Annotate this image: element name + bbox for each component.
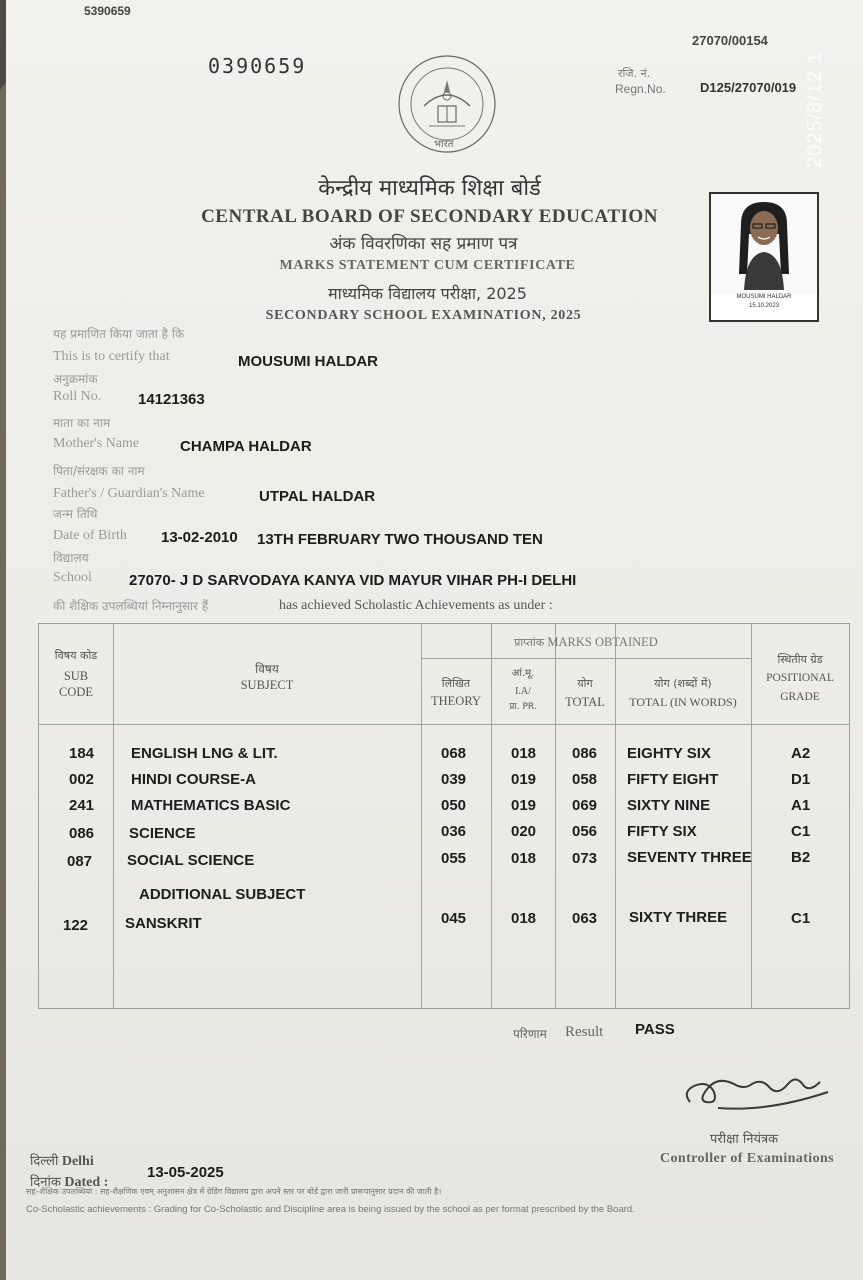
result-label-en: Result	[565, 1024, 604, 1040]
row6-total: 063	[572, 910, 598, 927]
row3-subject: MATHEMATICS BASIC	[131, 797, 291, 814]
mother-label-en: Mother's Name	[53, 436, 140, 451]
exam-title-en: SECONDARY SCHOOL EXAMINATION, 2025	[265, 308, 582, 323]
row1-total: 086	[572, 745, 598, 762]
row4-total: 056	[572, 823, 598, 840]
school-label-hi: विद्यालय	[53, 551, 89, 565]
row6-words: SIXTY THREE	[629, 909, 728, 926]
row3-code: 241	[69, 797, 95, 814]
board-name-en: CENTRAL BOARD OF SECONDARY EDUCATION	[201, 206, 658, 227]
row5-ia: 018	[511, 850, 537, 867]
th-marks	[421, 635, 751, 650]
school-label-en: School	[53, 570, 92, 585]
result-value: PASS	[635, 1021, 675, 1038]
row1-words: EIGHTY SIX	[627, 745, 711, 762]
dob-label-en: Date of Birth	[53, 528, 127, 543]
doc-title-en: MARKS STATEMENT CUM CERTIFICATE	[279, 258, 576, 273]
photo-caption-name: MOUSUMI HALDAR	[736, 294, 792, 300]
row2-subject: HINDI COURSE-A	[131, 771, 257, 788]
row2-words: FIFTY EIGHT	[627, 771, 719, 788]
th-marks-hi: प्राप्तांक	[514, 636, 545, 649]
row4-code: 086	[69, 825, 95, 842]
exam-title-hi: माध्यमिक विद्यालय परीक्षा, 2025	[328, 284, 527, 303]
photo-caption-date: 15.10.2023	[748, 303, 780, 309]
seal-text: भारत	[434, 139, 454, 150]
th-code-hi: विषय कोड	[54, 649, 98, 662]
certify-label-en: This is to certify that	[53, 349, 170, 364]
th-marks-en: MARKS OBTAINED	[547, 635, 658, 649]
achievement-en: has achieved Scholastic Achievements as under :	[279, 598, 553, 613]
father-label-en: Father's / Guardian's Name	[53, 486, 205, 501]
th-grade-hi: स्थितीय ग्रेड	[777, 653, 823, 666]
row2-theory: 039	[441, 771, 467, 788]
controller-signature	[678, 1062, 838, 1118]
footnote-hi: सह–शैक्षिक उपलब्धियां : सह-शैक्षणिक एवम् अनुशासन क्षेत्र में ग्रेडिंग विद्यालय द्वारा अपने स्तर पर बोर्ड द्वारा जारी प्रारूपानुसार प्रदान की जाती है।	[26, 1187, 442, 1196]
th-code-en1: SUB	[63, 669, 89, 683]
th-total-hi: योग	[577, 677, 593, 690]
row5-total: 073	[572, 850, 598, 867]
row3-grade: A1	[791, 797, 811, 814]
roll-label-en: Roll No.	[53, 389, 102, 404]
row6-subject: SANSKRIT	[125, 915, 202, 932]
dated-en: Dated :	[64, 1175, 109, 1190]
doc-title-hi: अंक विवरणिका सह प्रमाण पत्र	[329, 234, 518, 254]
th-ia-en1: I.A/	[515, 686, 531, 697]
row4-theory: 036	[441, 823, 467, 840]
school-name: 27070- J D SARVODAYA KANYA VID MAYUR VIHAR PH-I DELHI	[129, 572, 577, 589]
board-name-hi: केन्द्रीय माध्यमिक शिक्षा बोर्ड	[318, 176, 541, 201]
father-label-hi: पिता/संरक्षक का नाम	[53, 464, 145, 478]
mother-name: CHAMPA HALDAR	[180, 438, 312, 455]
row5-grade: B2	[791, 849, 811, 866]
th-ia-hi: आं.मू.	[511, 668, 535, 679]
th-subject-hi: विषय	[255, 662, 279, 676]
th-grade-en2: GRADE	[780, 691, 820, 703]
dated-value: 13-05-2025	[147, 1164, 224, 1181]
th-code-en2: CODE	[58, 685, 94, 699]
row6-theory: 045	[441, 910, 467, 927]
timestamp-watermark: 2025/8/12 1	[804, 51, 826, 168]
place	[30, 1151, 94, 1170]
th-theory-en: THEORY	[431, 694, 481, 708]
row3-theory: 050	[441, 797, 467, 814]
row1-subject: ENGLISH LNG & LIT.	[131, 745, 278, 762]
serial-top-left: 5390659	[84, 4, 131, 18]
row3-words: SIXTY NINE	[627, 797, 711, 814]
row4-ia: 020	[511, 823, 537, 840]
row5-subject: SOCIAL SCIENCE	[127, 852, 255, 869]
result-label-hi: परिणाम	[513, 1027, 547, 1041]
student-photo	[709, 192, 819, 322]
row1-code: 184	[69, 745, 95, 762]
roll-label-hi: अनुक्रमांक	[53, 372, 98, 386]
th-subject-en: SUBJECT	[240, 678, 294, 692]
row1-grade: A2	[791, 745, 811, 762]
row6-grade: C1	[791, 910, 811, 927]
th-words-en: TOTAL (IN WORDS)	[629, 695, 737, 709]
row2-total: 058	[572, 771, 598, 788]
row1-theory: 068	[441, 745, 467, 762]
row3-total: 069	[572, 797, 598, 814]
row1-ia: 018	[511, 745, 537, 762]
row2-grade: D1	[791, 771, 811, 788]
additional-subject-label: ADDITIONAL SUBJECT	[139, 886, 306, 903]
controller-en: Controller of Examinations	[660, 1151, 834, 1166]
controller-hi: परीक्षा नियंत्रक	[710, 1132, 779, 1147]
th-words-hi: योग (शब्दों में)	[654, 677, 712, 690]
achievement-hi: की शैक्षिक उपलब्धियां निम्नानुसार हैं	[53, 599, 209, 613]
row2-ia: 019	[511, 771, 537, 788]
place-en: Delhi	[61, 1154, 94, 1169]
dob-words: 13TH FEBRUARY TWO THOUSAND TEN	[257, 531, 543, 548]
marks-table	[38, 623, 850, 1009]
row5-words: SEVENTY THREE	[627, 849, 752, 866]
th-theory-hi: लिखित	[441, 677, 471, 690]
dob-label-hi: जन्म तिथि	[53, 507, 98, 521]
row5-theory: 055	[441, 850, 467, 867]
row2-code: 002	[69, 771, 95, 788]
row6-ia: 018	[511, 910, 537, 927]
regn-number: D125/27070/019	[700, 80, 797, 95]
serial-number: 0390659	[208, 54, 307, 78]
th-total-en: TOTAL	[565, 695, 605, 709]
roll-number: 14121363	[138, 391, 205, 408]
row4-words: FIFTY SIX	[627, 823, 697, 840]
row4-subject: SCIENCE	[129, 825, 196, 842]
certify-label-hi: यह प्रमाणित किया जाता है कि	[53, 327, 185, 341]
row3-ia: 019	[511, 797, 537, 814]
th-ia-en2: प्रा. PR.	[509, 702, 537, 712]
ref-number: 27070/00154	[692, 33, 768, 48]
footnote-en: Co-Scholastic achievements : Grading for Co-Scholastic and Discipline area is being issued by the school as per format prescribed by the Board.	[26, 1204, 635, 1215]
dated-hi: दिनांक	[30, 1175, 61, 1190]
student-name: MOUSUMI HALDAR	[238, 353, 378, 370]
certificate-paper	[6, 0, 863, 1280]
father-name: UTPAL HALDAR	[259, 488, 376, 505]
place-hi: दिल्ली	[30, 1154, 59, 1169]
mother-label-hi: माता का नाम	[53, 416, 111, 430]
regn-label-en: Regn.No.	[615, 82, 666, 96]
th-grade-en1: POSITIONAL	[766, 672, 834, 684]
row5-code: 087	[67, 853, 93, 870]
dob-value: 13-02-2010	[161, 529, 238, 546]
row6-code: 122	[63, 917, 89, 934]
regn-label-hi: रजि. नं.	[618, 67, 651, 80]
row4-grade: C1	[791, 823, 811, 840]
